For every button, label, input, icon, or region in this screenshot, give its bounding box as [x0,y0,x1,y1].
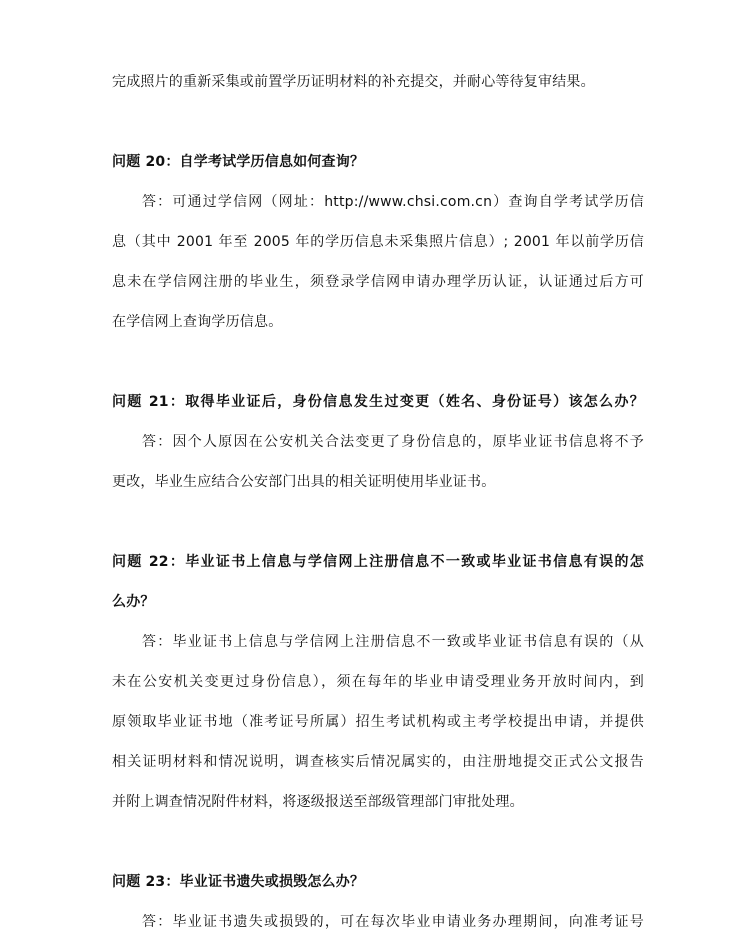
question-23-heading: 问题 23：毕业证书遗失或损毁怎么办？ [112,874,365,890]
answer-22-line-1: 答：毕业证书上信息与学信网上注册信息不一致或毕业证书信息有误的（从 [142,634,644,650]
answer-20-line-3: 息未在学信网注册的毕业生，须登录学信网申请办理学历认证，认证通过后方可 [112,274,644,290]
question-21-heading: 问题 21：取得毕业证后，身份信息发生过变更（姓名、身份证号）该怎么办？ [112,394,644,410]
answer-22-line-4: 相关证明材料和情况说明，调查核实后情况属实的，由注册地提交正式公文报告 [112,754,644,770]
question-22-heading-line-1: 问题 22：毕业证书上信息与学信网上注册信息不一致或毕业证书信息有误的怎 [112,554,644,570]
question-22-heading-line-2: 么办？ [112,594,155,610]
answer-20-line-2: 息（其中 2001 年至 2005 年的学历信息未采集照片信息）; 2001 年以前学历信 [112,234,644,250]
answer-22-line-3: 原领取毕业证书地（准考证号所属）招生考试机构或主考学校提出申请，并提供 [112,714,644,730]
answer-23-line-1: 答：毕业证书遗失或损毁的，可在每次毕业申请业务办理期间，向准考证号 [142,914,644,930]
answer-22-line-5: 并附上调查情况附件材料，将逐级报送至部级管理部门审批处理。 [112,794,524,810]
question-20-heading: 问题 20：自学考试学历信息如何查询？ [112,154,365,170]
answer-21-line-1: 答：因个人原因在公安机关合法变更了身份信息的，原毕业证书信息将不予 [142,434,644,450]
answer-21-line-2: 更改，毕业生应结合公安部门出具的相关证明使用毕业证书。 [112,474,496,490]
answer-20-line-4: 在学信网上查询学历信息。 [112,314,283,330]
intro-line: 完成照片的重新采集或前置学历证明材料的补充提交，并耐心等待复审结果。 [112,74,595,90]
answer-22-line-2: 未在公安机关变更过身份信息），须在每年的毕业申请受理业务开放时间内，到 [112,674,644,690]
answer-20-line-1: 答：可通过学信网（网址：http://www.chsi.com.cn）查询自学考试学历信 [142,194,644,210]
